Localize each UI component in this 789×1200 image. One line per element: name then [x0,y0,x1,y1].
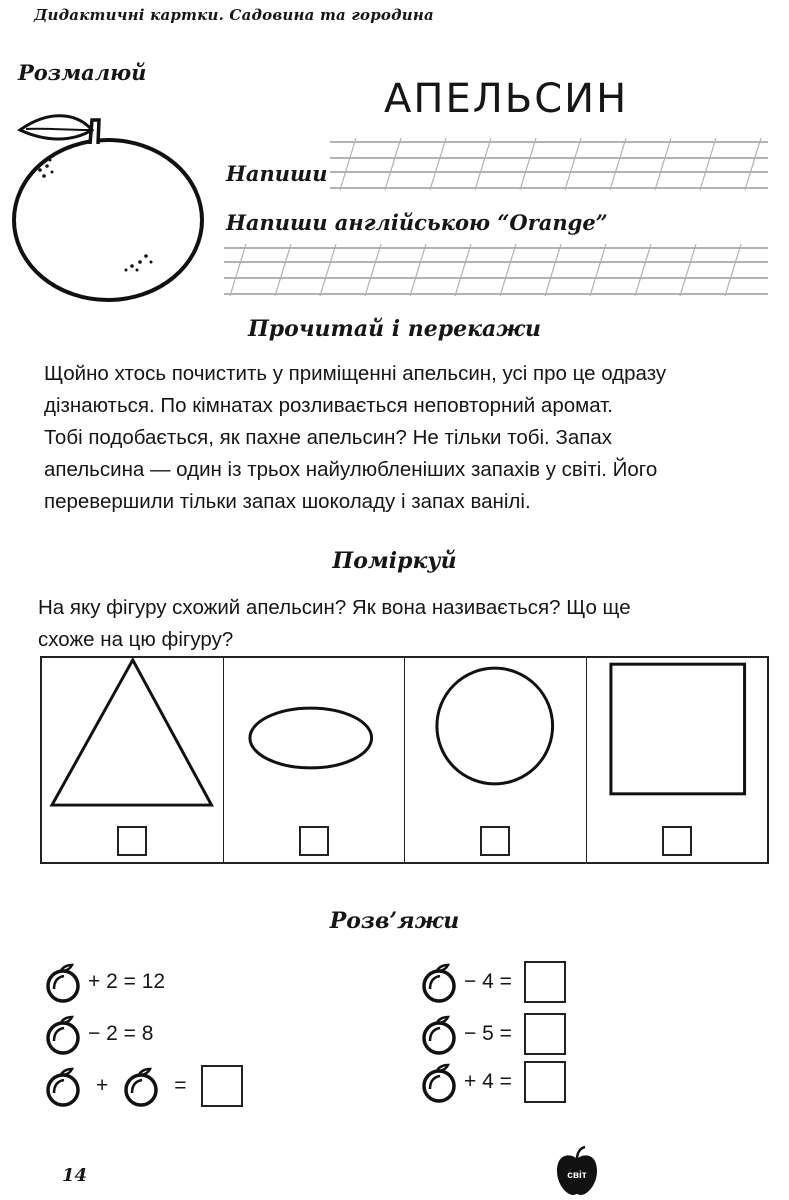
answer-checkbox[interactable] [299,826,329,856]
orange-icon [44,1013,82,1055]
equation-row [420,1012,566,1056]
orange-icon [420,961,458,1003]
equals-sign: = [174,1074,187,1097]
answer-checkbox[interactable] [117,826,147,856]
orange-icon [420,1013,458,1055]
story-text [44,358,760,518]
publisher-logo-text: світ [567,1170,587,1181]
equation-text: − 4 = [464,970,512,993]
solve-section-title: Розв’яжи [329,908,460,934]
equation-text: + 4 = [464,1070,512,1093]
shapes-table [40,656,769,864]
page-number: 14 [62,1165,88,1186]
equation-text: − 2 = 8 [88,1022,154,1045]
equation-row [420,1060,566,1104]
write-english-label: Напиши англійською “Orange” [226,210,608,235]
circle-icon [405,658,586,808]
question-text [38,592,768,656]
orange-icon [420,1061,458,1103]
question-line: На яку фігуру схожий апельсин? Як вона називається? Що ще [38,596,631,619]
plus-sign: + [96,1074,109,1097]
shape-cell-square [587,658,768,862]
equation-text: − 5 = [464,1022,512,1045]
answer-checkbox[interactable] [480,826,510,856]
publisher-apple-logo [553,1145,601,1197]
equation-row [44,1012,159,1056]
story-line: апельсина — один із трьох найулюбленіших запахів у світі. Його [44,458,658,481]
equation-text: + 2 = 12 [88,970,166,993]
answer-checkbox[interactable] [662,826,692,856]
shape-cell-triangle [42,658,224,862]
answer-box[interactable] [524,1013,566,1055]
story-line: Щойно хтось почистить у приміщенні апельсин, усі про це одразу [44,362,667,385]
story-line: перевершили тільки запах шоколаду і запах ванілі. [44,490,531,513]
question-line: схоже на цю фігуру? [38,628,234,651]
ellipse-icon [224,658,405,808]
page-header: Дидактичні картки. Садовина та городина [34,6,434,24]
equation-row [420,960,566,1004]
think-section-title: Поміркуй [332,548,457,574]
orange-icon [6,100,211,302]
square-icon [587,658,768,808]
word-title: АПЕЛЬСИН [384,76,629,122]
orange-icon [122,1065,160,1107]
shape-cell-ellipse [224,658,406,862]
answer-box[interactable] [201,1065,243,1107]
equation-row [44,1064,243,1108]
read-section-title: Прочитай і перекажи [247,316,541,342]
answer-box[interactable] [524,961,566,1003]
answer-box[interactable] [524,1061,566,1103]
shape-cell-circle [405,658,587,862]
orange-icon [44,961,82,1003]
triangle-icon [42,658,223,808]
write-label: Напиши [226,161,328,186]
colour-section-title: Розмалюй [18,60,147,85]
story-line: дізнаються. По кімнатах розливається неповторний аромат. [44,394,613,417]
equation-row [44,960,171,1004]
orange-icon [44,1065,82,1107]
story-line: Тобі подобається, як пахне апельсин? Не тільки тобі. Запах [44,426,612,449]
